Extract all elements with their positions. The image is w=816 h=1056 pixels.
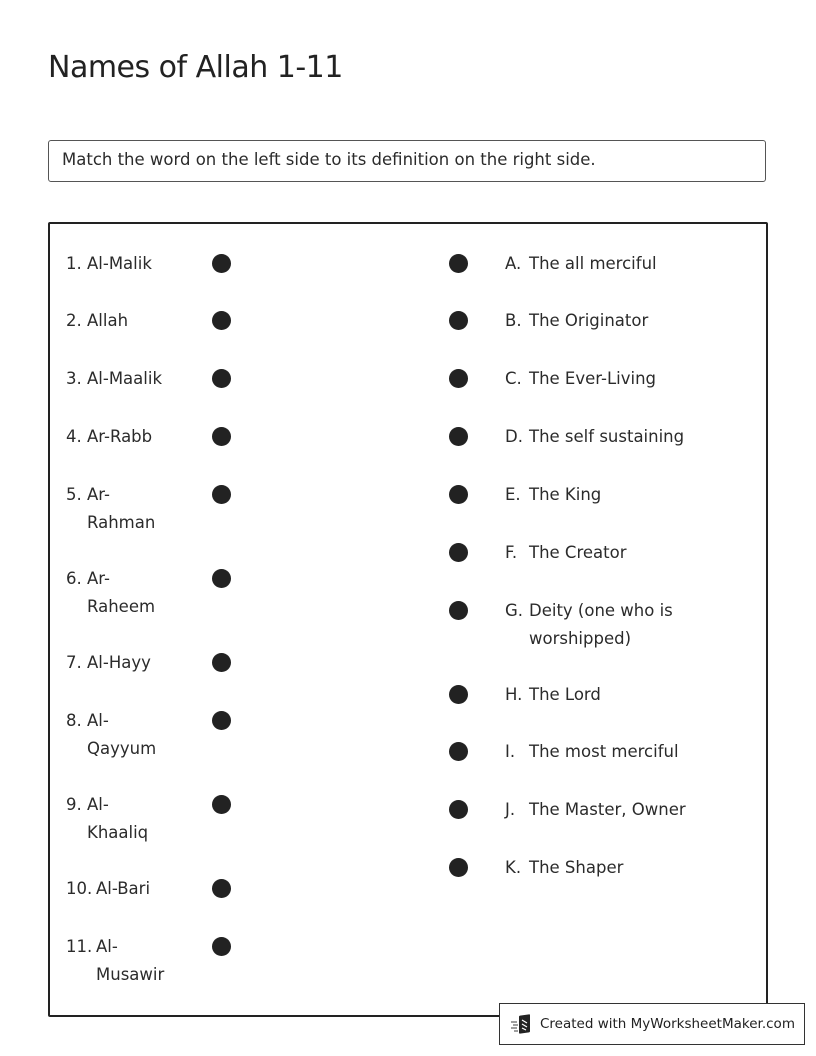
item-number: H. [505,685,523,704]
item-text-line: Al-Maalik [87,369,163,388]
term-item [66,565,155,621]
term-item [66,649,151,677]
term-item [66,423,152,451]
item-text [529,307,648,335]
item-text-line: Khaaliq [87,823,149,842]
match-dot[interactable] [212,369,231,388]
item-text-line: The Master, Owner [529,800,686,819]
item-text [87,565,155,621]
item-text [529,854,623,882]
match-dot[interactable] [212,427,231,446]
term-item [66,707,156,763]
item-text [87,423,152,451]
definition-item [505,597,673,653]
match-dot[interactable] [212,879,231,898]
item-text [529,597,673,653]
item-text [96,875,150,903]
item-text-line: Al- [87,795,109,814]
item-number: 4. [66,427,82,446]
item-text [529,365,656,393]
match-dot[interactable] [449,369,468,388]
item-number: D. [505,427,523,446]
item-text-line: Al- [96,937,118,956]
footer-credit[interactable] [499,1003,805,1045]
definition-item [505,307,648,335]
item-text [529,681,601,709]
term-item [66,250,152,278]
item-text-line: Musawir [96,965,165,984]
item-text-line: Ar- [87,569,110,588]
item-text [96,933,164,989]
item-number: 5. [66,485,82,504]
item-text [87,365,162,393]
definition-item [505,365,656,393]
item-text [529,423,684,451]
match-dot[interactable] [449,485,468,504]
match-dot[interactable] [212,569,231,588]
item-number: K. [505,858,522,877]
term-item [66,791,148,847]
item-number: B. [505,311,522,330]
item-text-line: The Ever-Living [529,369,657,388]
item-text-line: Al-Bari [96,879,151,898]
item-text-line: Ar- [87,485,110,504]
definition-item [505,539,627,567]
item-number: E. [505,485,521,504]
match-dot[interactable] [449,685,468,704]
item-text [529,539,627,567]
match-dot[interactable] [212,485,231,504]
item-number: 3. [66,369,82,388]
match-dot[interactable] [212,311,231,330]
item-text-line: The all merciful [529,254,657,273]
term-item [66,307,128,335]
item-number: 7. [66,653,82,672]
item-text [87,250,152,278]
item-text-line: Al-Malik [87,254,152,273]
item-text [529,738,679,766]
item-text [87,791,148,847]
item-number: I. [505,742,516,761]
item-text-line: Qayyum [87,739,157,758]
item-text-line: Al-Hayy [87,653,151,672]
item-text-line: Raheem [87,597,156,616]
term-item [66,481,155,537]
item-text-line: The Originator [529,311,649,330]
item-number: 6. [66,569,82,588]
item-number: G. [505,601,524,620]
match-dot[interactable] [212,937,231,956]
item-text-line: Deity (one who is [529,601,673,620]
item-text [87,307,128,335]
item-number: 11. [66,937,93,956]
match-dot[interactable] [449,601,468,620]
definition-item [505,738,679,766]
match-dot[interactable] [449,543,468,562]
item-text-line: Rahman [87,513,156,532]
match-dot[interactable] [449,254,468,273]
item-number: F. [505,543,518,562]
definition-item [505,423,684,451]
item-number: A. [505,254,522,273]
item-number: 2. [66,311,82,330]
definition-item [505,681,601,709]
item-text [529,250,657,278]
match-dot[interactable] [212,653,231,672]
item-number: 1. [66,254,82,273]
match-dot[interactable] [212,254,231,273]
definition-item [505,481,601,509]
footer-text: Created with MyWorksheetMaker.com [540,1016,795,1032]
item-text-line: Allah [87,311,129,330]
definition-item [505,250,657,278]
match-dot[interactable] [449,858,468,877]
item-text [87,707,156,763]
item-text [87,481,155,537]
item-text [87,649,151,677]
item-text-line: worshipped) [529,629,632,648]
term-item [66,933,164,989]
item-text-line: Ar-Rabb [87,427,153,446]
item-text-line: Al- [87,711,109,730]
item-text-line: The Shaper [529,858,624,877]
item-text [529,796,686,824]
match-dot[interactable] [449,427,468,446]
worksheet-maker-logo-icon [510,1013,532,1035]
instructions: Match the word on the left side to its definition on the right side. [48,140,766,182]
item-text-line: The King [529,485,602,504]
item-text-line: The self sustaining [529,427,685,446]
match-dot[interactable] [212,711,231,730]
match-dot[interactable] [449,742,468,761]
item-text-line: The Creator [529,543,627,562]
item-text [529,481,601,509]
item-text-line: The Lord [529,685,601,704]
item-number: J. [505,800,516,819]
item-number: C. [505,369,522,388]
match-dot[interactable] [212,795,231,814]
page-title: Names of Allah 1-11 [48,50,343,85]
match-dot[interactable] [449,800,468,819]
term-item [66,875,150,903]
item-number: 10. [66,879,93,898]
match-dot[interactable] [449,311,468,330]
definition-item [505,796,686,824]
term-item [66,365,162,393]
item-number: 8. [66,711,82,730]
item-text-line: The most merciful [529,742,679,761]
item-number: 9. [66,795,82,814]
definition-item [505,854,623,882]
